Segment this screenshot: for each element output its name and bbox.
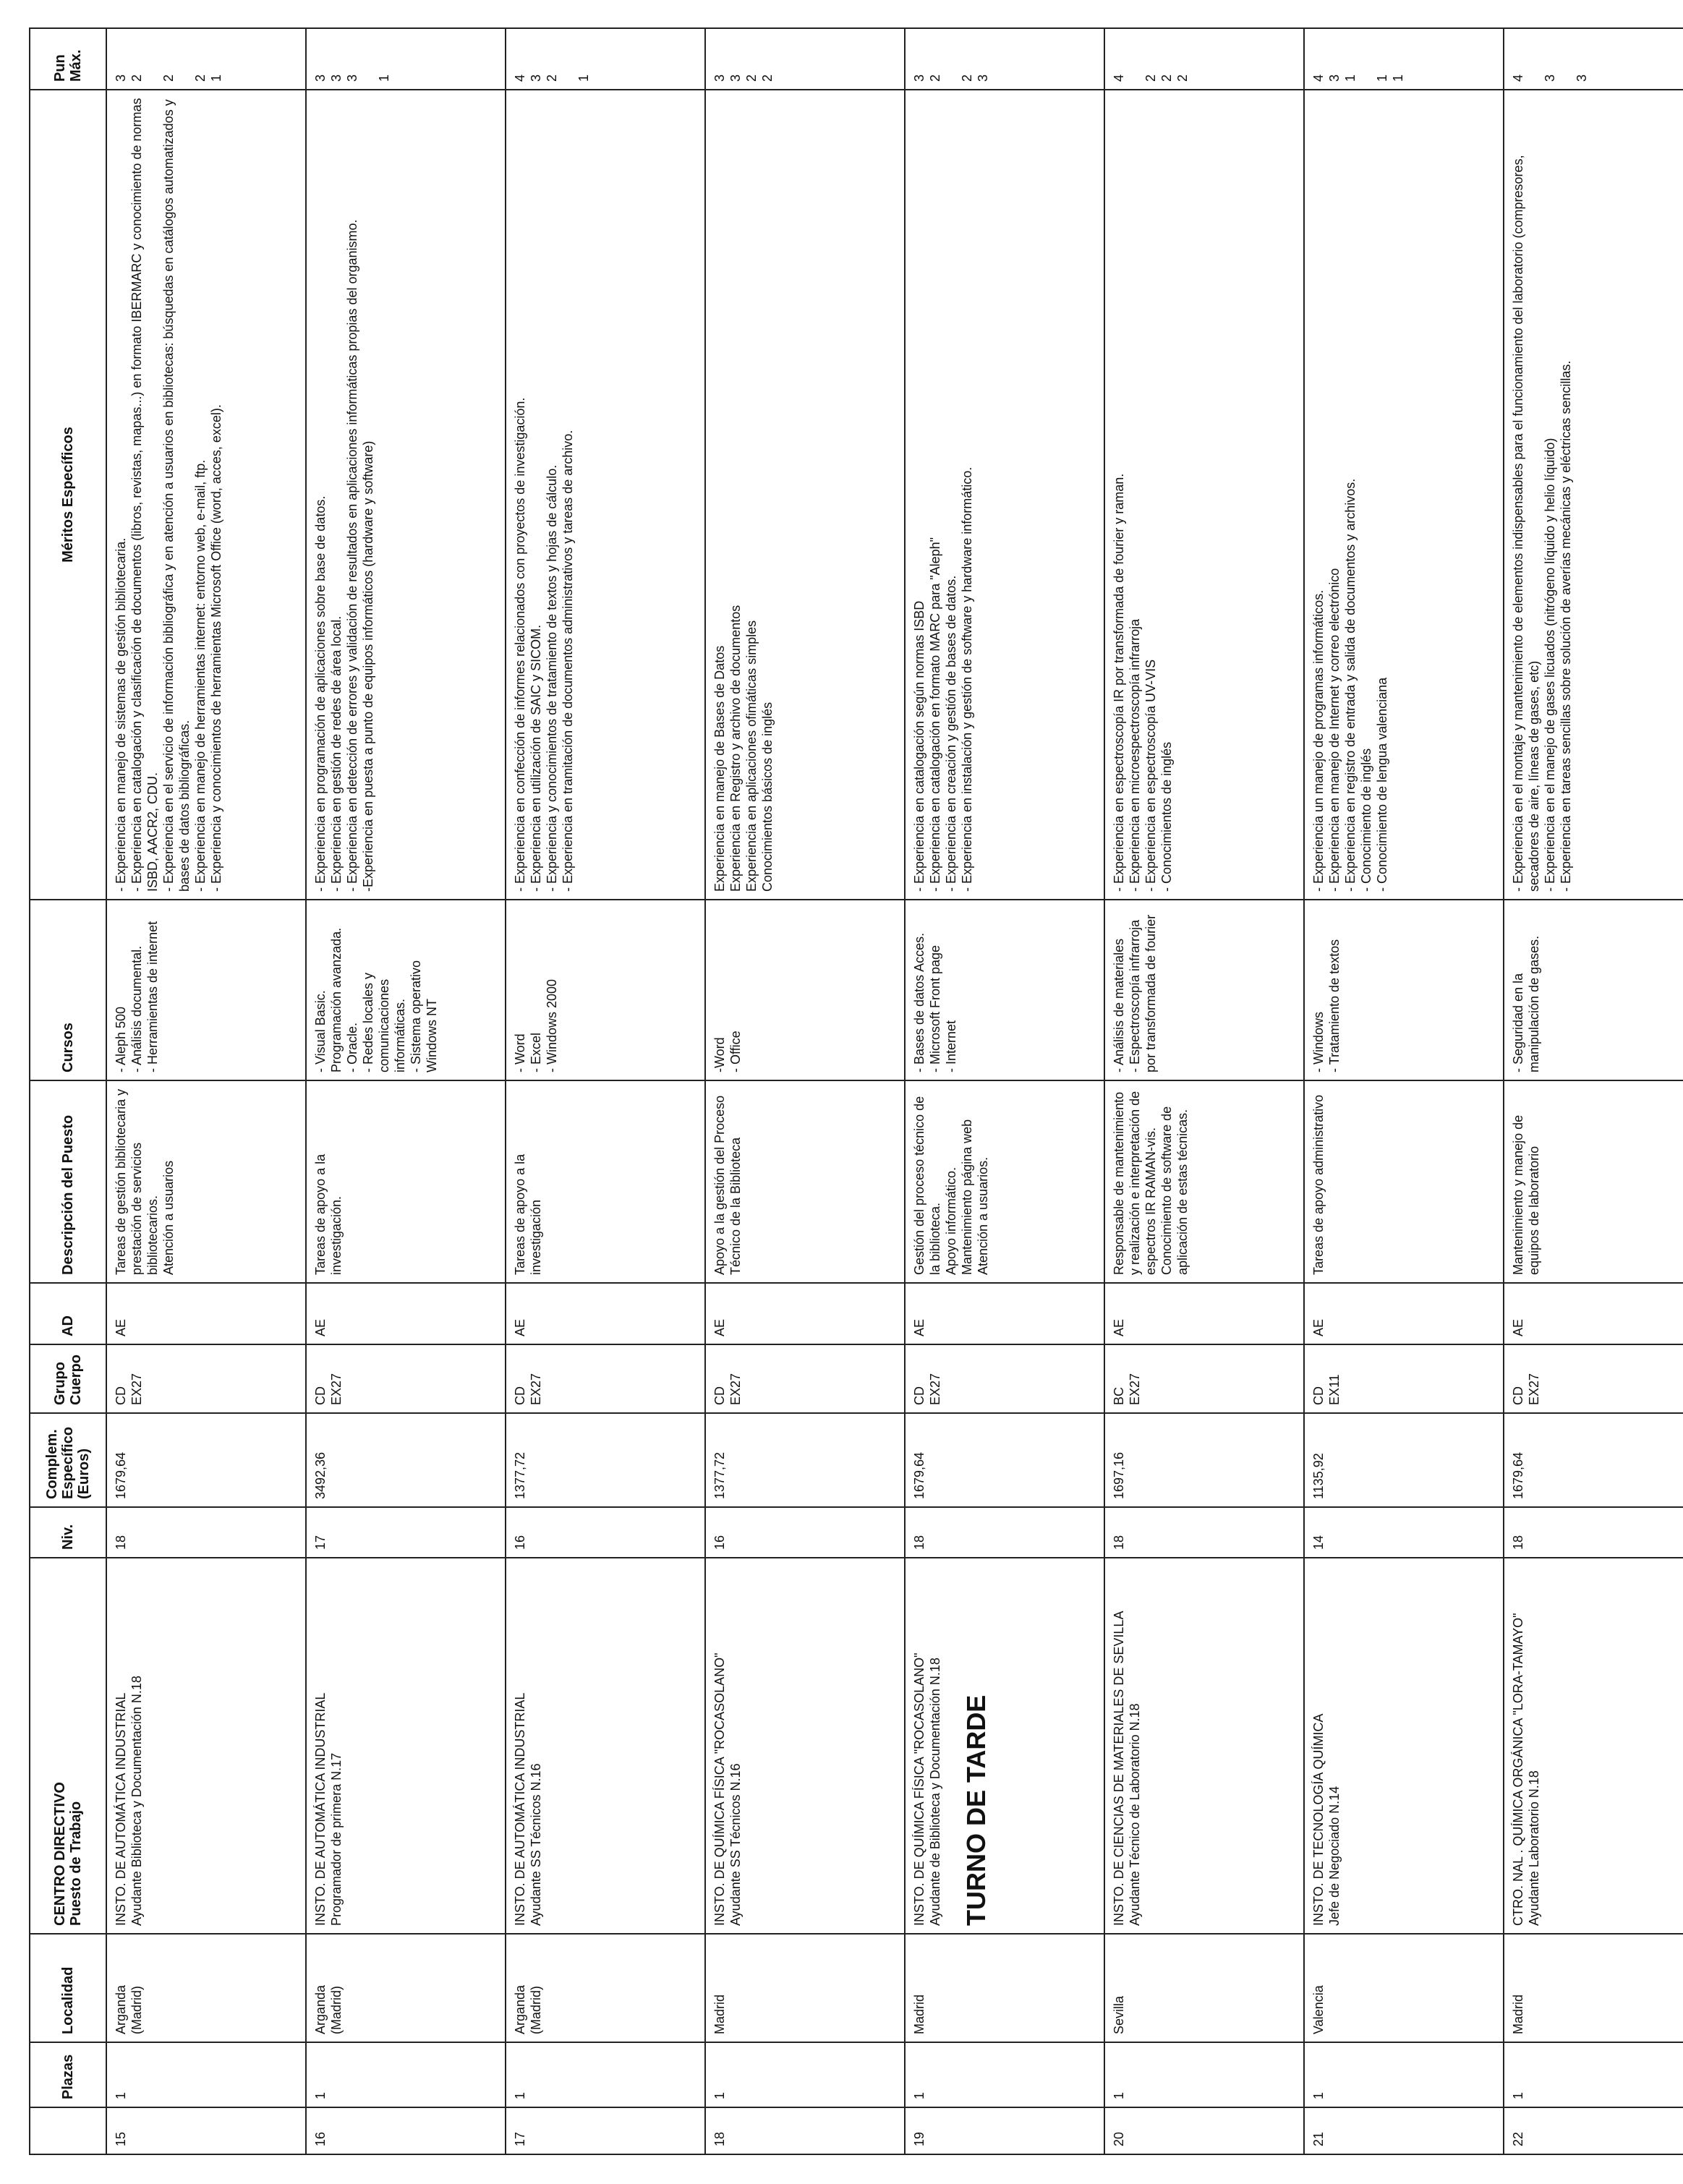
centro-directivo: INSTO. DE TECNOLOGÍA QUÍMICA [1311, 1713, 1326, 1926]
nivel-cell: 18 [1104, 1507, 1304, 1558]
puntos-cell: 4 2 2 2 [1104, 28, 1304, 90]
cursos-cell: -Word - Office [705, 900, 905, 1080]
puesto-de-trabajo: Jefe de Negociado N.14 [1327, 1786, 1342, 1926]
plazas-cell: 1 [905, 2042, 1104, 2107]
table-row [705, 28, 905, 2154]
meritos-cell: Experiencia en manejo de Bases de Datos Experiencia en Registro y archivo de documentos Experiencia en aplicaciones ofimáticas simples Conocimientos básicos de inglés [705, 90, 905, 900]
cursos-cell: - Análisis de materiales - Espectroscopía infrarroja por transformada de fourier [1104, 900, 1304, 1080]
header-number [30, 2107, 106, 2154]
complemento-cell: 1679,64 [905, 1413, 1104, 1507]
cursos-cell: - Word - Excel - Windows 2000 [506, 900, 705, 1080]
grupo-cell: CD EX27 [705, 1344, 905, 1413]
header-nivel: Niv. [30, 1507, 106, 1558]
table-header-row [30, 28, 106, 2154]
centro-cell [106, 1558, 306, 1934]
localidad-cell: Valencia [1304, 1934, 1504, 2042]
ad-cell: AE [1304, 1283, 1504, 1344]
plazas-cell: 1 [506, 2042, 705, 2107]
plazas-cell: 1 [306, 2042, 506, 2107]
header-plazas: Plazas [30, 2042, 106, 2107]
meritos-cell: - Experiencia un manejo de programas informáticos. - Experiencia en manejo de Internet y correo electrónico - Experiencia en registro de entrada y salida de documentos y archivos. - Conocimiento de inglés - Conocimiento de lengua valenciana [1304, 90, 1504, 900]
table-row [1304, 28, 1504, 2154]
ad-cell: AE [705, 1283, 905, 1344]
row-number: 17 [506, 2107, 705, 2154]
cursos-cell: - Visual Basic. Programación avanzada. - Oracle. - Redes locales y comunicaciones informáticas. - Sistema operativo Windows NT [306, 900, 506, 1080]
localidad-cell: Arganda (Madrid) [306, 1934, 506, 2042]
row-number: 16 [306, 2107, 506, 2154]
nivel-cell: 18 [1504, 1507, 1683, 1558]
complemento-cell: 1377,72 [506, 1413, 705, 1507]
centro-directivo: INSTO. DE AUTOMÁTICA INDUSTRIAL [313, 1692, 328, 1926]
plazas-cell: 1 [1104, 2042, 1304, 2107]
puesto-de-trabajo: Ayudante Laboratorio N.18 [1527, 1770, 1541, 1926]
cursos-cell: - Bases de datos Acces. - Microsoft Front page - Internet [905, 900, 1104, 1080]
grupo-cell: BC EX27 [1104, 1344, 1304, 1413]
header-puntos: Pun Máx. [30, 28, 106, 90]
row-number: 20 [1104, 2107, 1304, 2154]
header-descripcion: Descripción del Puesto [30, 1080, 106, 1283]
header-meritos: Méritos Específicos [30, 90, 106, 900]
plazas-cell: 1 [1504, 2042, 1683, 2107]
centro-directivo: INSTO. DE CIENCIAS DE MATERIALES DE SEVILLA [1112, 1611, 1126, 1926]
nivel-cell: 14 [1304, 1507, 1504, 1558]
ad-cell: AE [1104, 1283, 1304, 1344]
header-localidad: Localidad [30, 1934, 106, 2042]
header-ad: AD [30, 1283, 106, 1344]
centro-cell [905, 1558, 1104, 1934]
descripcion-cell: Apoyo a la gestión del Proceso Técnico de la Biblioteca [705, 1080, 905, 1283]
puntos-cell: 3 2 2 2 1 [106, 28, 306, 90]
grupo-cell: CD EX11 [1304, 1344, 1504, 1413]
ad-cell: AE [506, 1283, 705, 1344]
grupo-cell: CD EX27 [506, 1344, 705, 1413]
header-cursos: Cursos [30, 900, 106, 1080]
puntos-cell: 4 3 3 [1504, 28, 1683, 90]
job-positions-table [29, 27, 1683, 2155]
nivel-cell: 18 [905, 1507, 1104, 1558]
localidad-cell: Madrid [905, 1934, 1104, 2042]
centro-directivo: INSTO. DE QUÍMICA FÍSICA "ROCASOLANO" [912, 1652, 926, 1926]
puesto-de-trabajo: Ayudante SS Técnicos N.16 [728, 1763, 743, 1926]
localidad-cell: Madrid [1504, 1934, 1683, 2042]
localidad-cell: Sevilla [1104, 1934, 1304, 2042]
descripcion-cell: Tareas de apoyo administrativo [1304, 1080, 1504, 1283]
descripcion-cell: Tareas de apoyo a la investigación [506, 1080, 705, 1283]
puesto-de-trabajo: Ayudante Técnico de Laboratorio N.18 [1128, 1703, 1142, 1926]
nivel-cell: 16 [506, 1507, 705, 1558]
cursos-cell: - Seguridad en la manipulación de gases. [1504, 900, 1683, 1080]
complemento-cell: 1679,64 [106, 1413, 306, 1507]
descripcion-cell: Responsable de mantenimiento y realización e interpretación de espectros IR RAMAN-vis. Conocimiento de software de aplicación de estas técnicas. [1104, 1080, 1304, 1283]
centro-cell [1104, 1558, 1304, 1934]
cursos-cell: - Aleph 500 - Análisis documental. - Herramientas de internet [106, 900, 306, 1080]
complemento-cell: 1377,72 [705, 1413, 905, 1507]
centro-cell [1504, 1558, 1683, 1934]
puntos-cell: 3 3 3 1 [306, 28, 506, 90]
puesto-de-trabajo: Ayudante SS Técnicos N.16 [529, 1763, 543, 1926]
puesto-de-trabajo: Programador de primera N.17 [329, 1752, 344, 1926]
plazas-cell: 1 [106, 2042, 306, 2107]
ad-cell: AE [1504, 1283, 1683, 1344]
puesto-de-trabajo: Ayudante de Biblioteca y Documentación N.18 [928, 1658, 942, 1926]
localidad-cell: Madrid [705, 1934, 905, 2042]
row-number: 22 [1504, 2107, 1683, 2154]
plazas-cell: 1 [1304, 2042, 1504, 2107]
puesto-de-trabajo: Ayudante Biblioteca y Documentación N.18 [129, 1676, 144, 1926]
puntos-cell: 4 3 2 1 [506, 28, 705, 90]
complemento-cell: 1679,64 [1504, 1413, 1683, 1507]
header-grupo: Grupo Cuerpo [30, 1344, 106, 1413]
table-row [106, 28, 306, 2154]
centro-directivo: INSTO. DE AUTOMÁTICA INDUSTRIAL [513, 1692, 527, 1926]
puntos-cell: 3 2 2 3 [905, 28, 1104, 90]
descripcion-cell: Mantenimiento y manejo de equipos de laboratorio [1504, 1080, 1683, 1283]
centro-cell [506, 1558, 705, 1934]
header-centro: CENTRO DIRECTIVO Puesto de Trabajo [30, 1558, 106, 1934]
table-row [1104, 28, 1304, 2154]
meritos-cell: - Experiencia en confección de informes relacionados con proyectos de investigación. - Experiencia en utilización de SAIC y SICOM. - Experiencia y conocimientos de tratamiento de textos y hojas de cálculo. - Experiencia en tramitación de documentos administrativos y tareas de archivo. [506, 90, 705, 900]
centro-cell [705, 1558, 905, 1934]
meritos-cell: - Experiencia en manejo de sistemas de gestión bibliotecaria. - Experiencia en catalogación y clasificación de documentos (libros, revistas, mapas...) en formato IBERMARC y conocimiento de normas ISBD, AACR2, CDU. - Experiencia en el servicio de información bibliográfica y en atención a usuarios en bibliotecas: búsquedas en catálogos automatizados y bases de datos bibliográficas. - Experiencia en manejo de herramientas internet: entorno web, e-mail, ftp. - Experiencia y conocimientos de herramientas Microsoft Office (word, acces, excel). [106, 90, 306, 900]
centro-directivo: CTRO. NAL . QUÍMICA ORGÁNICA "LORA-TAMAYO" [1511, 1613, 1525, 1926]
centro-directivo: INSTO. DE QUÍMICA FÍSICA "ROCASOLANO" [712, 1652, 727, 1926]
meritos-cell: - Experiencia en catalogación según normas ISBD - Experiencia en catalogación en formato MARC para "Aleph" - Experiencia en creación y gestión de bases de datos. - Experiencia en instalación y gestión de software y hardware informático. [905, 90, 1104, 900]
ad-cell: AE [106, 1283, 306, 1344]
ad-cell: AE [905, 1283, 1104, 1344]
meritos-cell: - Experiencia en espectroscopía IR por transformada de fourier y raman. - Experiencia en microespectroscopía infrarroja - Experiencia en espectroscopía UV-VIS - Conocimientos de inglés [1104, 90, 1304, 900]
grupo-cell: CD EX27 [106, 1344, 306, 1413]
row-number: 21 [1304, 2107, 1504, 2154]
nivel-cell: 18 [106, 1507, 306, 1558]
nivel-cell: 16 [705, 1507, 905, 1558]
descripcion-cell: Tareas de apoyo a la investigación. [306, 1080, 506, 1283]
descripcion-cell: Tareas de gestión bibliotecaria y prestación de servicios bibliotecarios. Atención a usuarios [106, 1080, 306, 1283]
cursos-cell: - Windows - Tratamiento de textos [1304, 900, 1504, 1080]
centro-cell [1304, 1558, 1504, 1934]
meritos-cell: - Experiencia en el montaje y mantenimiento de elementos indispensables para el funcionamiento del laboratorio (compresores, secadores de aire, líneas de gases, etc) - Experiencia en el manejo de gases licuados (nitrógeno líquido y helio líquido) - Experiencia en tareas sencillas sobre solución de averías mecánicas y eléctricas sencillas. [1504, 90, 1683, 900]
localidad-cell: Arganda (Madrid) [506, 1934, 705, 2042]
complemento-cell: 3492,36 [306, 1413, 506, 1507]
table-body [106, 28, 1683, 2154]
descripcion-cell: Gestión del proceso técnico de la biblioteca. Apoyo informático. Mantenimiento página web Atención a usuarios. [905, 1080, 1104, 1283]
nivel-cell: 17 [306, 1507, 506, 1558]
header-complemento: Complem. Específico (Euros) [30, 1413, 106, 1507]
row-number: 15 [106, 2107, 306, 2154]
table-row [1504, 28, 1683, 2154]
table-row [506, 28, 705, 2154]
grupo-cell: CD EX27 [306, 1344, 506, 1413]
complemento-cell: 1697,16 [1104, 1413, 1304, 1507]
grupo-cell: CD EX27 [905, 1344, 1104, 1413]
localidad-cell: Arganda (Madrid) [106, 1934, 306, 2042]
grupo-cell: CD EX27 [1504, 1344, 1683, 1413]
ad-cell: AE [306, 1283, 506, 1344]
complemento-cell: 1135,92 [1304, 1413, 1504, 1507]
centro-directivo: INSTO. DE AUTOMÁTICA INDUSTRIAL [114, 1692, 128, 1926]
meritos-cell: - Experiencia en programación de aplicaciones sobre base de datos. - Experiencia en gestión de redes de área local. - Experiencia en detección de errores y validación de resultados en aplicaciones informáticas propias del organismo. -Experiencia en puesta a punto de equipos informáticos (hardware y software) [306, 90, 506, 900]
table-row [306, 28, 506, 2154]
turno-de-tarde-label: TURNO DE TARDE [961, 1694, 991, 1926]
row-number: 18 [705, 2107, 905, 2154]
plazas-cell: 1 [705, 2042, 905, 2107]
table-row [905, 28, 1104, 2154]
puntos-cell: 4 3 1 1 1 [1304, 28, 1504, 90]
row-number: 19 [905, 2107, 1104, 2154]
centro-cell [306, 1558, 506, 1934]
puntos-cell: 3 3 2 2 [705, 28, 905, 90]
